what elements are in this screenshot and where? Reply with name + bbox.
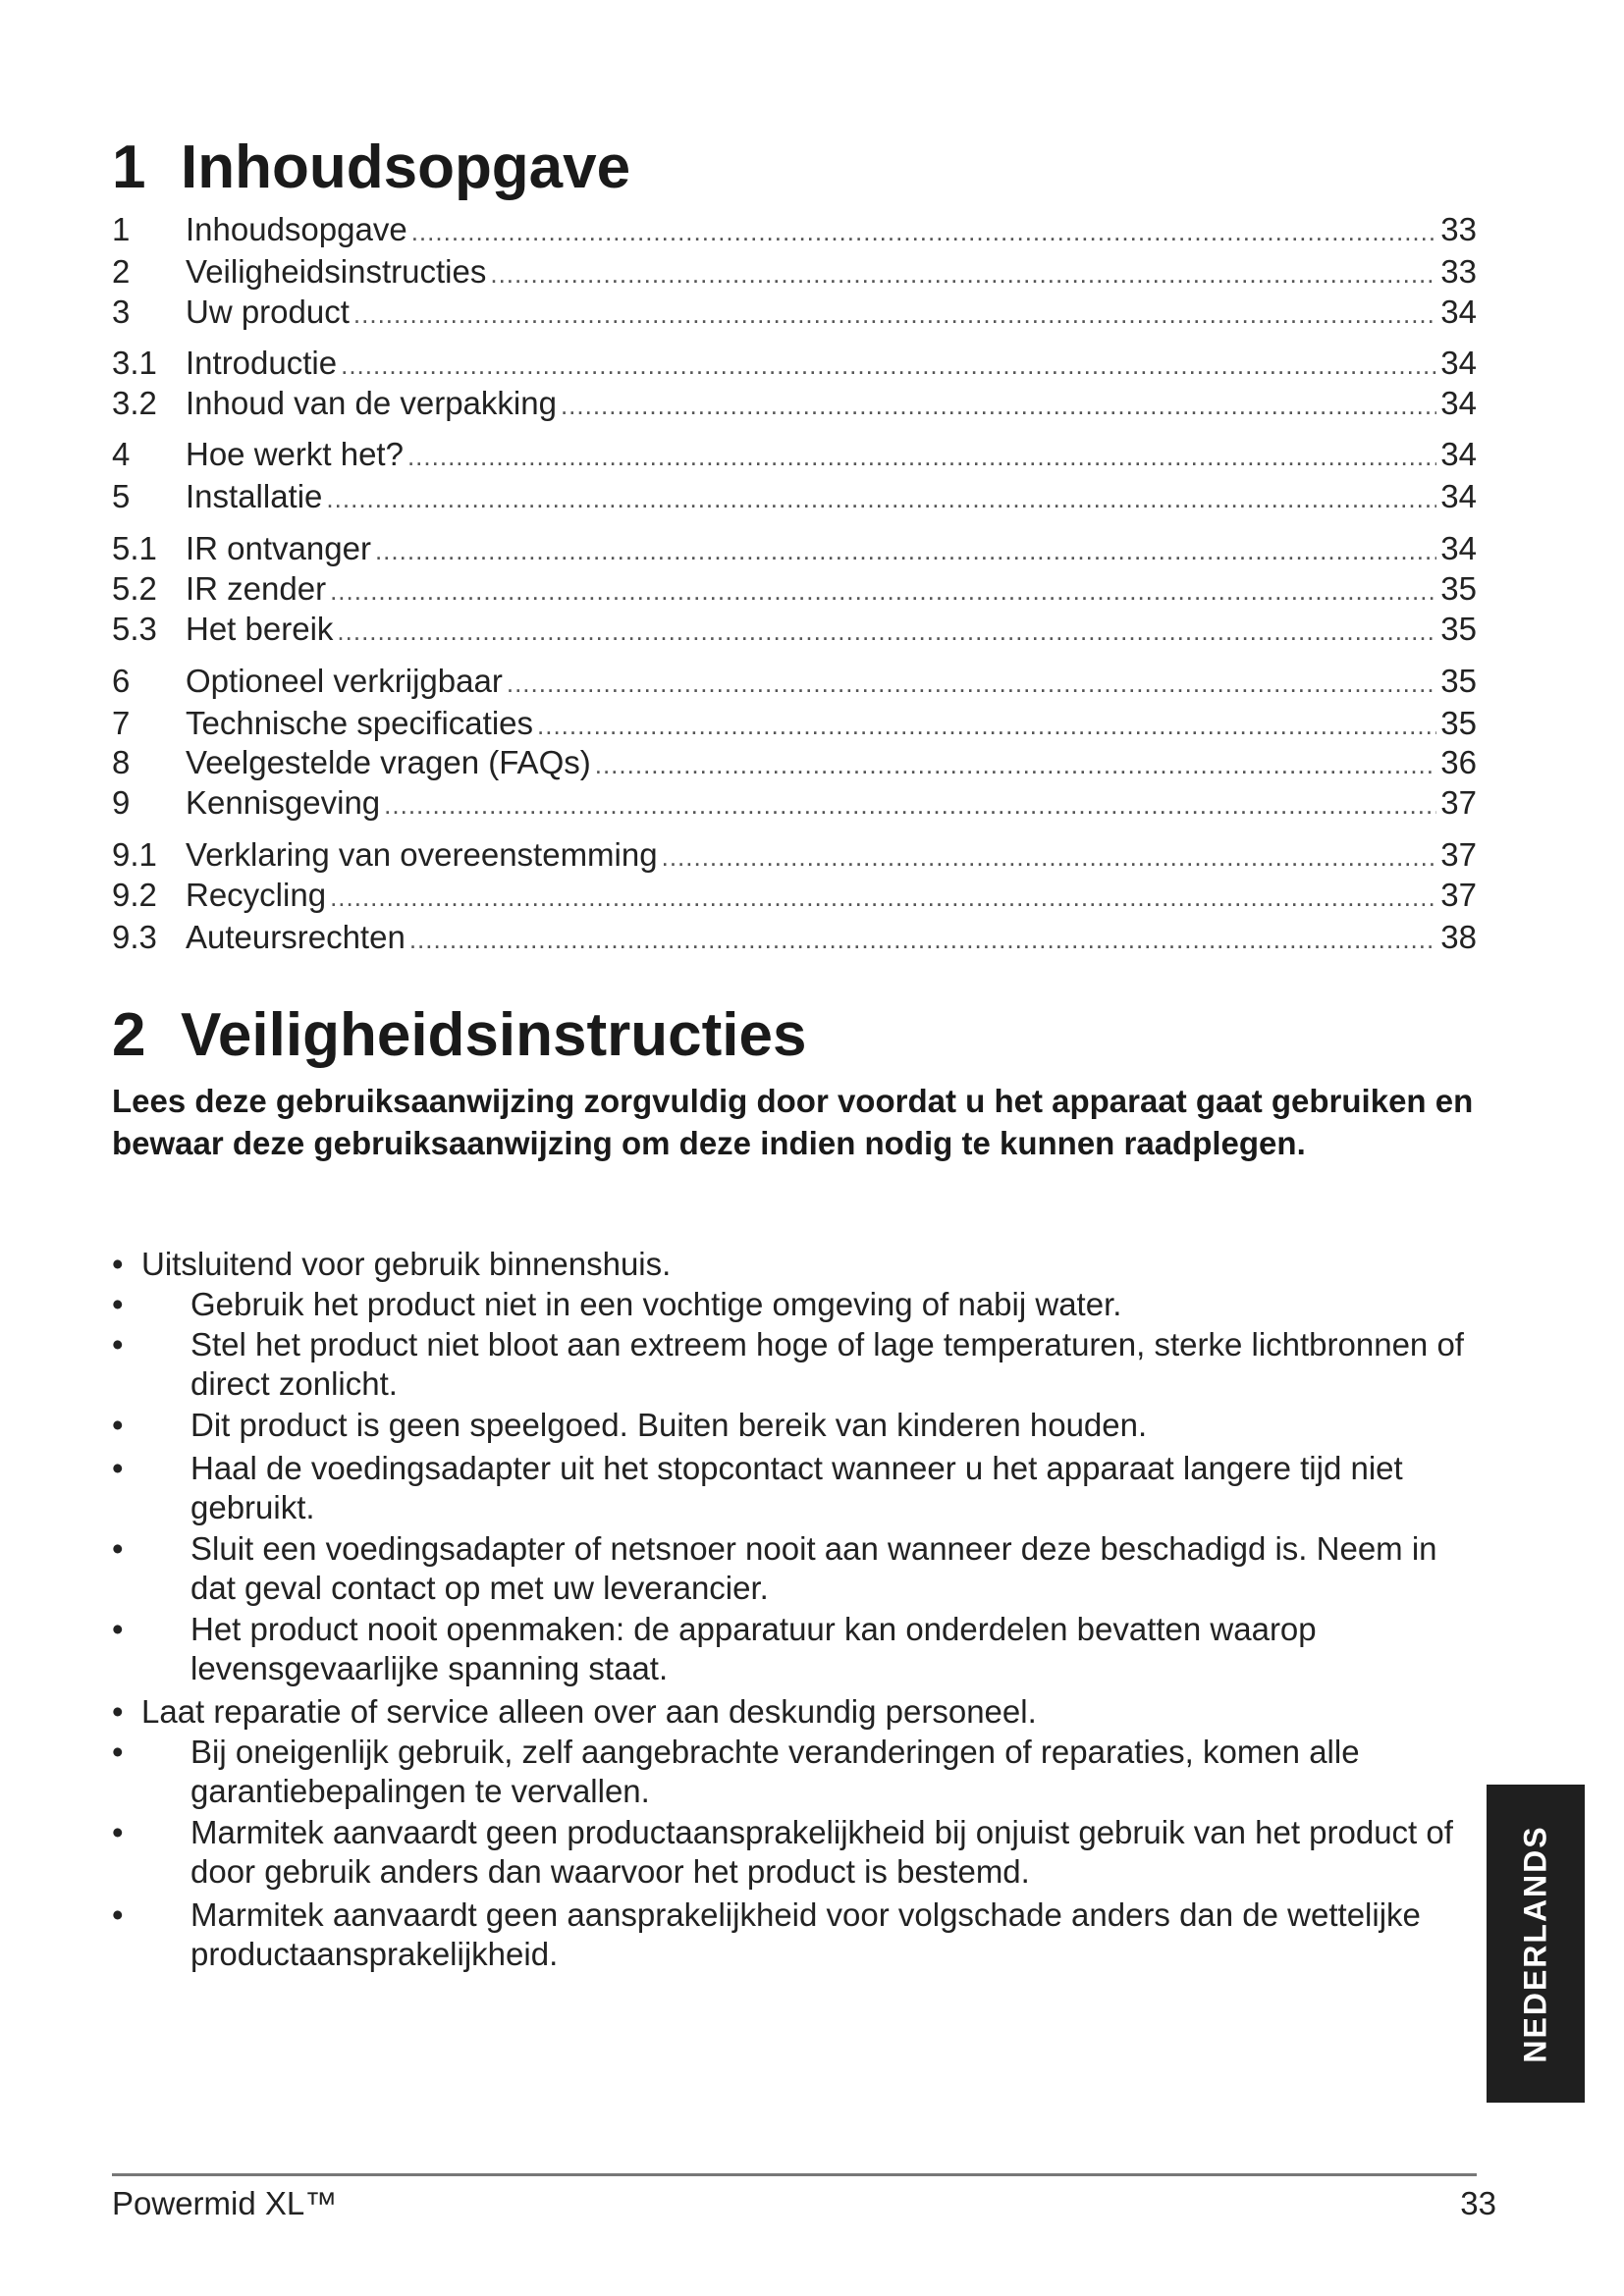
toc-entry-page: 34: [1440, 530, 1477, 566]
toc-entry-number: 6: [112, 663, 131, 699]
toc-dot-leader: [375, 531, 1436, 570]
toc-dot-leader: [537, 706, 1436, 745]
toc-entry-page: 37: [1440, 784, 1477, 821]
toc-entry-page: 33: [1440, 253, 1477, 290]
toc-entry[interactable]: [112, 293, 1477, 332]
toc-entry-number: 9: [112, 784, 131, 821]
toc-entry-number: 8: [112, 744, 131, 780]
toc-entry-title: Kennisgeving: [186, 784, 381, 821]
toc-entry-title: Inhoud van de verpakking: [186, 385, 557, 421]
toc-dot-leader: [341, 346, 1436, 385]
toc-entry-number: 3.1: [112, 345, 157, 381]
toc-entry-title: Optioneel verkrijgbaar: [186, 663, 503, 699]
toc-entry[interactable]: [112, 384, 1477, 423]
bullet-icon: •: [112, 1693, 124, 1730]
bullet-icon: •: [112, 1611, 124, 1647]
toc-entry[interactable]: [112, 610, 1477, 649]
toc-entry-number: 1: [112, 211, 131, 247]
toc-entry-number: 9.1: [112, 836, 157, 873]
toc-dot-leader: [561, 386, 1436, 425]
toc-dot-leader: [326, 479, 1436, 518]
list-item-text: Marmitek aanvaardt geen aansprakelijkheid voor volgschade anders dan de wettelijke productaansprakelijkheid.: [190, 1896, 1421, 1972]
toc-entry-page: 34: [1440, 436, 1477, 472]
toc-dot-leader: [353, 294, 1436, 334]
bullet-icon: •: [112, 1326, 124, 1362]
footer-product-name: Powermid XL™: [112, 2185, 338, 2221]
toc-dot-leader: [337, 612, 1436, 651]
list-item-text: Marmitek aanvaardt geen productaansprakelijkheid bij onjuist gebruik van het product of door gebruik anders dan waarvoor het product is bestemd.: [190, 1814, 1453, 1890]
toc-entry-page: 38: [1440, 919, 1477, 955]
toc-entry-page: 34: [1440, 345, 1477, 381]
toc-entry[interactable]: [112, 435, 1477, 474]
toc-dot-leader: [384, 785, 1436, 825]
list-item-text: Het product nooit openmaken: de apparatuur kan onderdelen bevatten waarop levensgevaarlijke spanning staat.: [190, 1611, 1317, 1686]
toc-entry-page: 35: [1440, 663, 1477, 699]
toc-entry-page: 35: [1440, 611, 1477, 647]
toc-entry-number: 4: [112, 436, 131, 472]
toc-dot-leader: [490, 254, 1436, 294]
toc-entry-page: 34: [1440, 294, 1477, 330]
language-tab: [1487, 1785, 1585, 2103]
toc-entry-number: 9.2: [112, 877, 157, 913]
toc-entry-number: 3: [112, 294, 131, 330]
toc-entry[interactable]: [112, 252, 1477, 292]
list-item-text: Stel het product niet bloot aan extreem hoge of lage temperaturen, sterke lichtbronnen of direct zonlicht.: [190, 1326, 1464, 1402]
toc-entry-page: 35: [1440, 705, 1477, 741]
toc-entry-number: 3.2: [112, 385, 157, 421]
toc-entry-page: 35: [1440, 570, 1477, 607]
language-tab-label: NEDERLANDS: [1517, 1824, 1553, 2063]
toc-entry-title: Recycling: [186, 877, 327, 913]
footer-divider: [112, 2173, 1477, 2176]
bullet-icon: •: [112, 1286, 124, 1322]
bullet-icon: •: [112, 1407, 124, 1443]
bullet-icon: •: [112, 1246, 124, 1282]
toc-entry[interactable]: [112, 783, 1477, 823]
toc-dot-leader: [507, 664, 1436, 703]
toc-entry-title: Introductie: [186, 345, 338, 381]
list-item-text: Sluit een voedingsadapter of netsnoer nooit aan wanneer deze beschadigd is. Neem in dat geval contact op met uw leverancier.: [190, 1530, 1437, 1606]
toc-entry-number: 7: [112, 705, 131, 741]
toc-entry[interactable]: [112, 743, 1477, 782]
toc-dot-leader: [330, 571, 1436, 611]
toc-dot-leader: [662, 837, 1437, 877]
toc-entry-page: 37: [1440, 877, 1477, 913]
toc-entry-number: 5: [112, 478, 131, 514]
toc-entry-title: Veelgestelde vragen (FAQs): [186, 744, 591, 780]
list-item-text: Haal de voedingsadapter uit het stopcontact wanneer u het apparaat langere tijd niet gebruikt.: [190, 1450, 1403, 1525]
toc-entry-number: 5.3: [112, 611, 157, 647]
toc-entry-title: IR ontvanger: [186, 530, 371, 566]
toc-entry[interactable]: [112, 569, 1477, 609]
footer-page-number: 33: [1460, 2185, 1496, 2221]
toc-entry-page: 33: [1440, 211, 1477, 247]
toc-entry-title: Veiligheidsinstructies: [186, 253, 487, 290]
safety-heading-number: 2: [112, 1001, 146, 1069]
toc-heading: [112, 133, 631, 201]
toc-entry-title: Hoe werkt het?: [186, 436, 404, 472]
toc-entry-number: 9.3: [112, 919, 157, 955]
toc-entry[interactable]: [112, 477, 1477, 516]
toc-entry-number: 5.1: [112, 530, 157, 566]
list-item-text: Uitsluitend voor gebruik binnenshuis.: [141, 1246, 672, 1282]
toc-entry[interactable]: [112, 876, 1477, 915]
toc-entry-number: 5.2: [112, 570, 157, 607]
list-item-text: Bij oneigenlijk gebruik, zelf aangebrachte veranderingen of reparaties, komen alle garantiebepalingen te vervallen.: [190, 1734, 1360, 1809]
bullet-icon: •: [112, 1450, 124, 1486]
toc-entry[interactable]: [112, 529, 1477, 568]
safety-heading: [112, 1001, 807, 1069]
toc-entry-title: Auteursrechten: [186, 919, 406, 955]
toc-entry[interactable]: [112, 835, 1477, 875]
toc-entry[interactable]: [112, 344, 1477, 383]
toc-entry-title: IR zender: [186, 570, 327, 607]
list-item-text: Gebruik het product niet in een vochtige omgeving of nabij water.: [190, 1286, 1122, 1322]
toc-dot-leader: [409, 920, 1436, 959]
toc-entry-number: 2: [112, 253, 131, 290]
bullet-icon: •: [112, 1896, 124, 1933]
safety-heading-title: Veiligheidsinstructies: [181, 1001, 807, 1069]
toc-dot-leader: [407, 437, 1436, 476]
toc-dot-leader: [330, 878, 1436, 917]
toc-entry[interactable]: [112, 918, 1477, 957]
list-item-text: Laat reparatie of service alleen over aan deskundig personeel.: [141, 1693, 1037, 1730]
toc-heading-title: Inhoudsopgave: [181, 133, 631, 201]
toc-entry-page: 34: [1440, 478, 1477, 514]
safety-intro: Lees deze gebruiksaanwijzing zorgvuldig door voordat u het apparaat gaat gebruiken en bewaar deze gebruiksaanwijzing om deze indien nodig te kunnen raadplegen.: [112, 1083, 1474, 1161]
bullet-icon: •: [112, 1814, 124, 1850]
toc-entry-title: Technische specificaties: [186, 705, 534, 741]
toc-entry[interactable]: [112, 662, 1477, 701]
toc-entry-page: 36: [1440, 744, 1477, 780]
toc-entry-title: Verklaring van overeenstemming: [186, 836, 658, 873]
bullet-icon: •: [112, 1530, 124, 1567]
toc-entry-page: 37: [1440, 836, 1477, 873]
toc-entry-title: Inhoudsopgave: [186, 211, 407, 247]
toc-dot-leader: [595, 745, 1437, 784]
bullet-icon: •: [112, 1734, 124, 1770]
toc-entry-title: Uw product: [186, 294, 350, 330]
toc-entry[interactable]: [112, 210, 1477, 249]
toc-entry-title: Het bereik: [186, 611, 334, 647]
toc-dot-leader: [411, 212, 1437, 251]
toc-heading-number: 1: [112, 133, 146, 201]
toc-entry-title: Installatie: [186, 478, 323, 514]
toc-entry-page: 34: [1440, 385, 1477, 421]
list-item-text: Dit product is geen speelgoed. Buiten bereik van kinderen houden.: [190, 1407, 1148, 1443]
toc-entry[interactable]: [112, 704, 1477, 743]
